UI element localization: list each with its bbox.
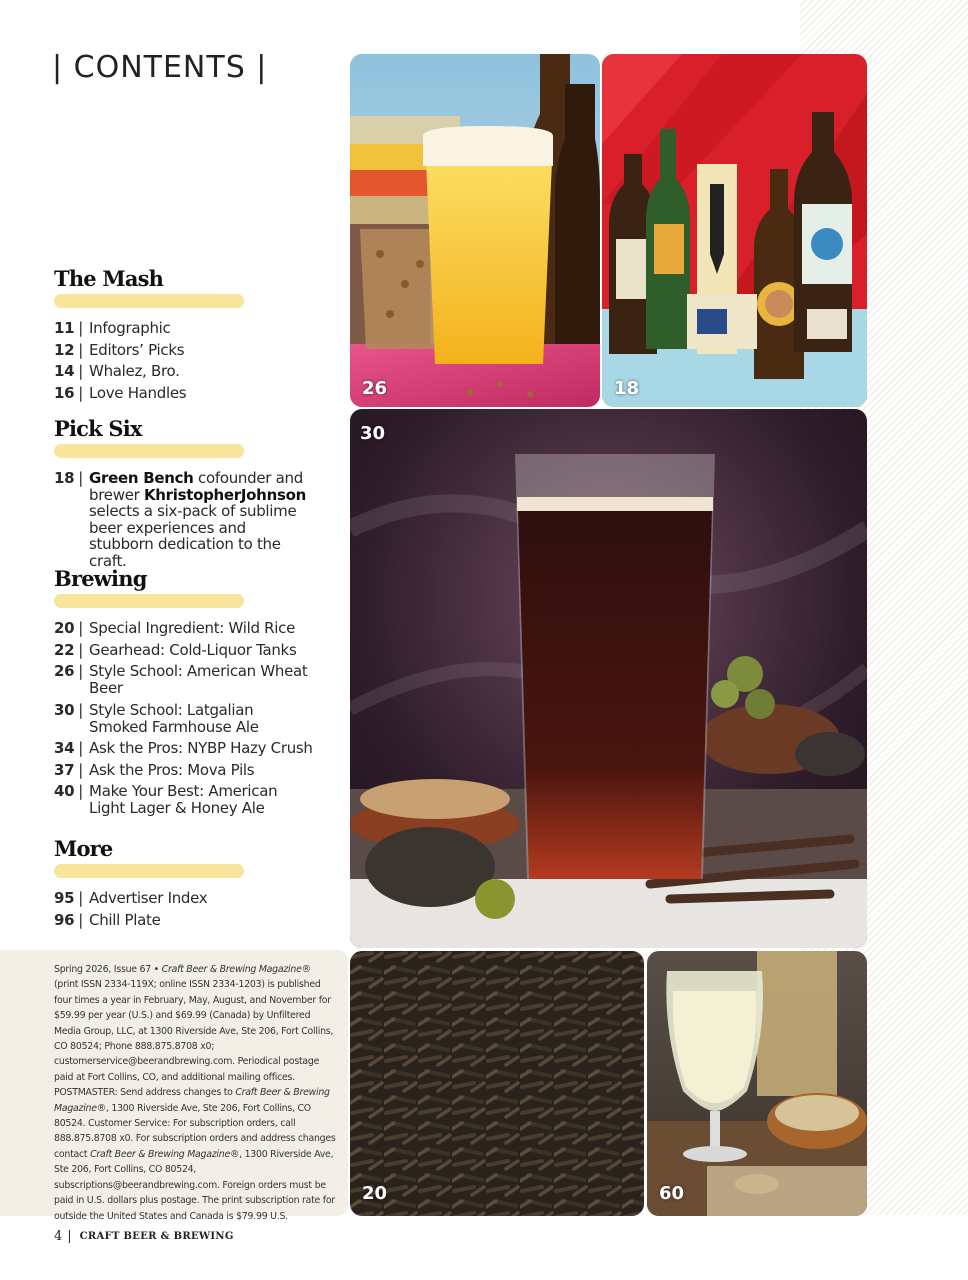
toc-item[interactable]: 12 | Editors’ Picks [54,342,314,359]
toc-page-number: 30 [54,700,75,719]
toc-page-number: 96 [54,910,75,929]
section-the-mash [54,266,314,406]
section-underline [54,864,244,878]
toc-page-number: 95 [54,889,75,907]
brewer-name: KhristopherJohnson [143,485,306,504]
photo-page-number: 20 [362,1183,388,1204]
section-brewing [54,566,314,822]
pick-six-description: Green Bench cofounder and brewer KhristopherJohnson selects a six-pack of sublime beer experiences and stubborn dedication to the craft. [89,469,306,570]
photo-bottles-illustration[interactable] [602,54,867,407]
photo-page-number: 26 [362,378,388,399]
toc-page-number: 14 [54,362,75,380]
page-title: | CONTENTS | [52,50,268,85]
toc-item[interactable]: 37 | Ask the Pros: Mova Pils [54,762,314,779]
toc-page-number: 18 [54,469,75,487]
section-title: Brewing [54,566,147,591]
toc-item[interactable]: 26 | Style School: American Wheat Beer [54,663,314,697]
toc-label: Special Ingredient: Wild Rice [89,619,295,637]
toc-page-number: 12 [54,340,75,359]
toc-item[interactable]: 40 | Make Your Best: American Light Lager & Honey Ale [54,783,314,817]
section-title: Pick Six [54,416,142,441]
toc-page-number: 22 [54,640,75,659]
toc-label: Advertiser Index [89,889,208,907]
section-underline [54,294,244,308]
photo-light-lager[interactable] [647,951,867,1216]
toc-label: Ask the Pros: Mova Pils [89,760,255,779]
section-title: The Mash [54,266,164,291]
toc-item[interactable]: 14 | Whalez, Bro. [54,363,314,380]
magazine-brand: CRAFT BEER & BREWING [79,1231,234,1242]
colophon-text: Spring 2026, Issue 67 • Craft Beer & Brewing Magazine® (print ISSN 2334-119X; online ISSN 2334-1203) is published four times a year in February, May, August, and November for $59.99 per year (U.S.) and $69.99 (Canada) by Unfiltered Media Group, LLC, at 1300 Riverside Ave, Ste 206, Fort Collins, CO 80524; Phone 888.875.8708 x0; customerservice@beerandbrewing.com. Periodical postage paid at Fort Collins, CO, and additional mailing offices. POSTMASTER: Send address changes to Craft Beer & Brewing Magazine®, 1300 Riverside Ave, Ste 206, Fort Collins, CO 80524. Customer Service: For subscription orders, call 888.875.8708 x0. For subscription orders and address changes contact Craft Beer & Brewing Magazine®, 1300 Riverside Ave, Ste 206, Fort Collins, CO 80524, subscriptions@beerandbrewing.com. Foreign orders must be paid in U.S. dollars plus postage. The print subscription rate for outside the United States and Canada is $79.99 U.S. [54,964,336,1222]
toc-item[interactable]: 22 | Gearhead: Cold-Liquor Tanks [54,642,314,659]
toc-page-number: 26 [54,662,75,680]
toc-item[interactable]: 16 | Love Handles [54,385,314,402]
brewery-name: Green Bench [89,469,194,487]
page-footer [54,1229,234,1244]
toc-item[interactable]: 95 | Advertiser Index [54,890,314,907]
photo-wheat-beer[interactable] [350,54,600,407]
toc-label: Style School: American Wheat Beer [89,662,308,697]
toc-item[interactable]: 11 | Infographic [54,320,314,337]
toc-label: Infographic [89,319,171,337]
toc-item[interactable]: 20 | Special Ingredient: Wild Rice [54,620,314,637]
toc-page-number: 40 [54,782,75,800]
toc-label: Gearhead: Cold-Liquor Tanks [89,640,297,659]
photo-wild-rice[interactable] [350,951,644,1216]
toc-item[interactable]: 96 | Chill Plate [54,912,314,929]
photo-page-number: 60 [659,1183,685,1204]
toc-label: Make Your Best: American Light Lager & Honey Ale [89,782,278,817]
section-more [54,836,314,933]
photo-page-number: 18 [614,378,640,399]
toc-list [54,890,314,929]
toc-label: Ask the Pros: NYBP Hazy Crush [89,739,313,757]
toc-label: Style School: Latgalian Smoked Farmhouse Ale [89,700,259,736]
toc-list [54,620,314,817]
toc-page-number: 37 [54,760,75,779]
photo-page-number: 30 [360,423,386,444]
photo-smoked-ale[interactable] [350,409,867,948]
toc-page-number: 16 [54,383,75,402]
section-underline [54,594,244,608]
toc-item[interactable]: 30 | Style School: Latgalian Smoked Farmhouse Ale [54,702,314,736]
toc-label: Love Handles [89,383,187,402]
toc-label: Chill Plate [89,910,161,929]
toc-list [54,320,314,402]
pick-six-entry[interactable]: 18 | Green Bench cofounder and brewer KhristopherJohnson selects a six-pack of sublime beer experiences and stubborn dedication to the craft. [54,470,314,569]
toc-page-number: 34 [54,739,75,757]
toc-label: Editors’ Picks [89,340,185,359]
toc-page-number: 11 [54,319,75,337]
toc-item[interactable]: 34 | Ask the Pros: NYBP Hazy Crush [54,739,313,757]
section-underline [54,444,244,458]
footer-separator: | [67,1229,72,1244]
section-pick-six [54,416,314,569]
toc-page-number: 20 [54,619,75,637]
toc-label: Whalez, Bro. [89,362,180,380]
section-title: More [54,836,113,861]
page-number: 4 [54,1229,63,1244]
